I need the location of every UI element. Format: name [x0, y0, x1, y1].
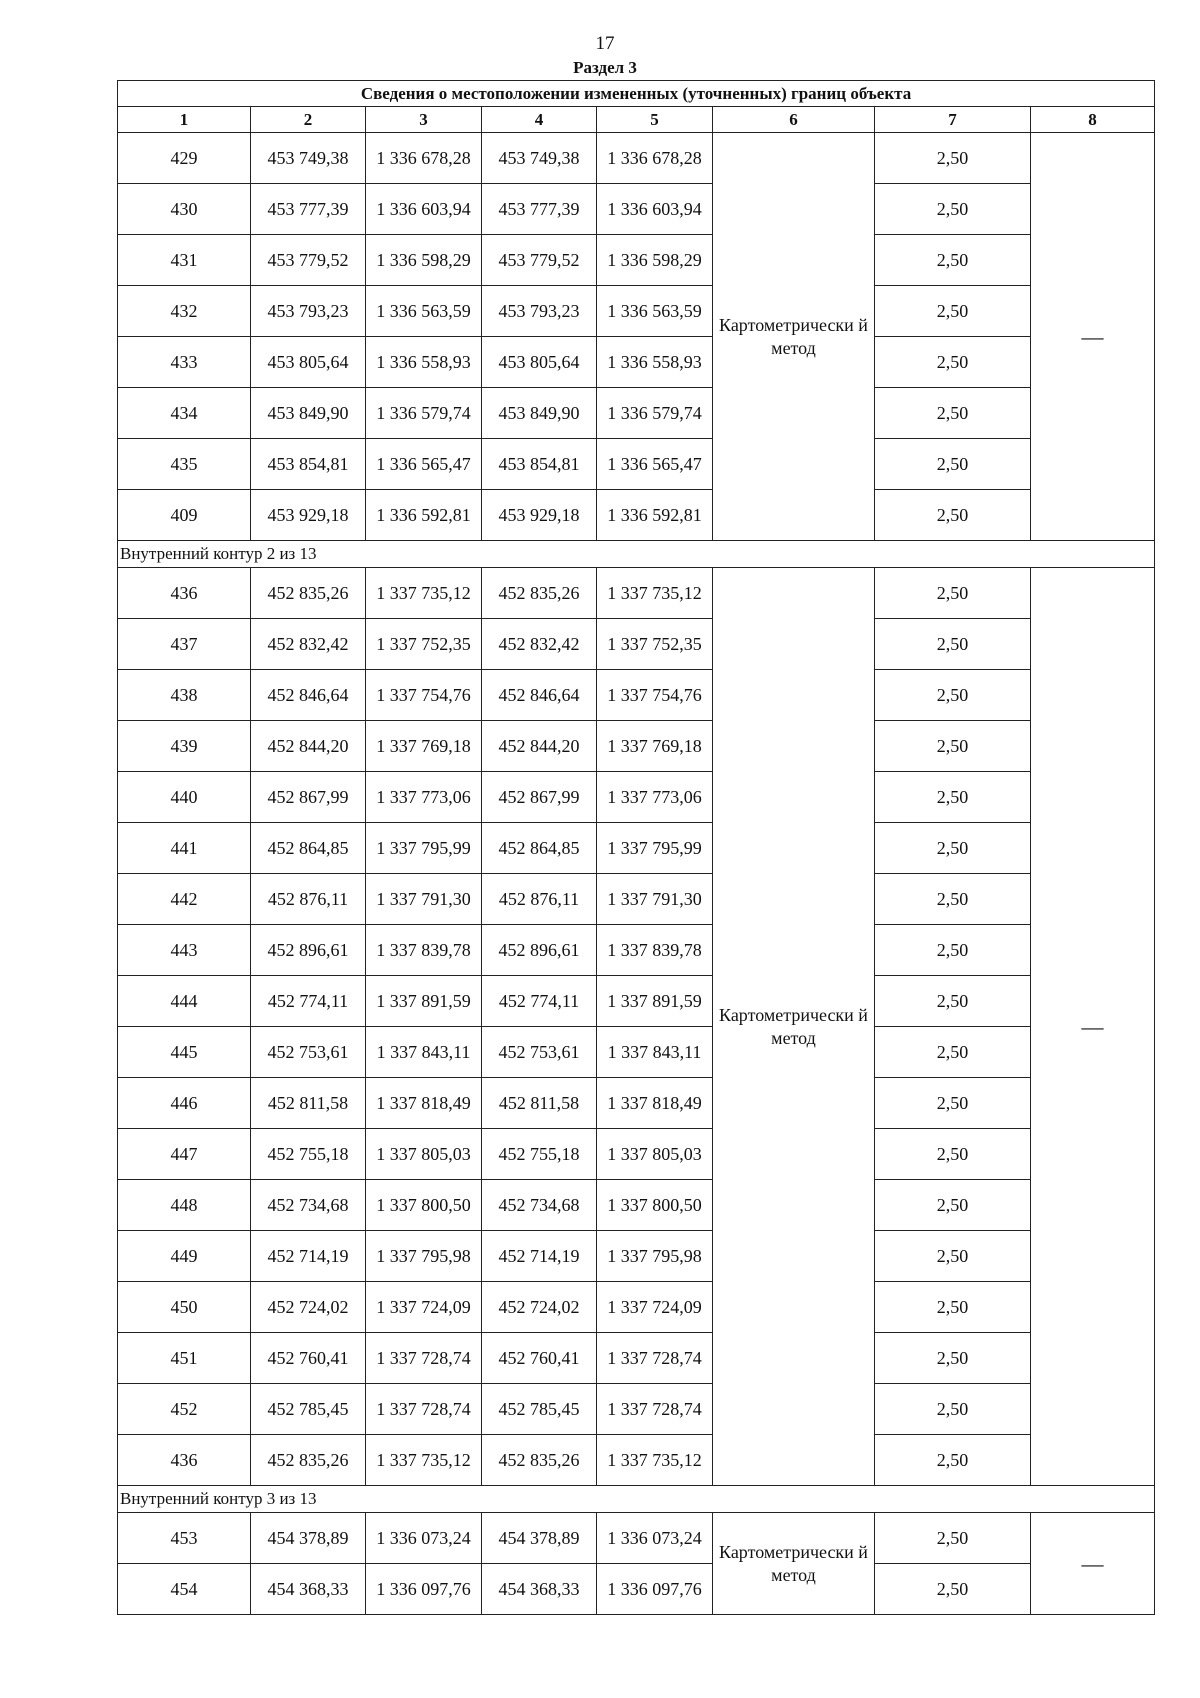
accuracy-cell: 2,50	[875, 619, 1031, 670]
contour-label-row	[118, 541, 1155, 568]
table-cell: 1 336 558,93	[366, 337, 482, 388]
table-cell: 409	[118, 490, 251, 541]
table-row	[118, 388, 1155, 439]
accuracy-cell: 2,50	[875, 1129, 1031, 1180]
table-cell: 1 337 724,09	[597, 1282, 713, 1333]
table-cell: 454 378,89	[251, 1513, 366, 1564]
table-cell: 1 337 795,98	[597, 1231, 713, 1282]
table-cell: 447	[118, 1129, 251, 1180]
column-header: 5	[597, 107, 713, 133]
table-cell: 452 785,45	[251, 1384, 366, 1435]
table-cell: 1 336 678,28	[366, 133, 482, 184]
table-cell: 1 337 791,30	[366, 874, 482, 925]
table-cell: 453 749,38	[251, 133, 366, 184]
table-cell: 452 876,11	[251, 874, 366, 925]
table-cell: 452 846,64	[251, 670, 366, 721]
table-cell: 1 336 097,76	[366, 1564, 482, 1615]
table-cell: 453 929,18	[251, 490, 366, 541]
table-row	[118, 1282, 1155, 1333]
table-cell: 452 867,99	[251, 772, 366, 823]
table-cell: 452 760,41	[251, 1333, 366, 1384]
table-row	[118, 286, 1155, 337]
table-row	[118, 1129, 1155, 1180]
table-cell: 452 832,42	[482, 619, 597, 670]
contour-label: Внутренний контур 2 из 13	[118, 541, 1155, 568]
table-cell: 442	[118, 874, 251, 925]
table-cell: 453	[118, 1513, 251, 1564]
table-cell: 1 337 724,09	[366, 1282, 482, 1333]
dash-cell: —	[1031, 1513, 1155, 1615]
table-cell: 452 774,11	[482, 976, 597, 1027]
accuracy-cell: 2,50	[875, 337, 1031, 388]
table-cell: 1 337 769,18	[366, 721, 482, 772]
table-cell: 1 337 754,76	[366, 670, 482, 721]
table-row	[118, 439, 1155, 490]
table-cell: 445	[118, 1027, 251, 1078]
table-row	[118, 568, 1155, 619]
accuracy-cell: 2,50	[875, 1333, 1031, 1384]
table-cell: 444	[118, 976, 251, 1027]
table-row	[118, 1564, 1155, 1615]
table-cell: 1 337 805,03	[597, 1129, 713, 1180]
method-cell: Картометрически й метод	[713, 568, 875, 1486]
table-cell: 452 896,61	[251, 925, 366, 976]
contour-label-row	[118, 1486, 1155, 1513]
table-cell: 1 336 073,24	[597, 1513, 713, 1564]
table-row	[118, 490, 1155, 541]
table-row	[118, 1513, 1155, 1564]
table-cell: 451	[118, 1333, 251, 1384]
accuracy-cell: 2,50	[875, 925, 1031, 976]
accuracy-cell: 2,50	[875, 772, 1031, 823]
contour-label: Внутренний контур 3 из 13	[118, 1486, 1155, 1513]
table-cell: 1 336 097,76	[597, 1564, 713, 1615]
table-cell: 452 714,19	[482, 1231, 597, 1282]
table-cell: 431	[118, 235, 251, 286]
table-cell: 452	[118, 1384, 251, 1435]
method-cell: Картометрически й метод	[713, 133, 875, 541]
table-cell: 1 336 563,59	[366, 286, 482, 337]
table-cell: 438	[118, 670, 251, 721]
table-cell: 452 867,99	[482, 772, 597, 823]
table-cell: 1 337 800,50	[366, 1180, 482, 1231]
column-header: 4	[482, 107, 597, 133]
table-cell: 1 337 839,78	[366, 925, 482, 976]
dash-cell: —	[1031, 568, 1155, 1486]
accuracy-cell: 2,50	[875, 1180, 1031, 1231]
table-cell: 1 337 773,06	[366, 772, 482, 823]
accuracy-cell: 2,50	[875, 1078, 1031, 1129]
accuracy-cell: 2,50	[875, 1435, 1031, 1486]
table-cell: 429	[118, 133, 251, 184]
table-cell: 453 805,64	[482, 337, 597, 388]
table-cell: 448	[118, 1180, 251, 1231]
accuracy-cell: 2,50	[875, 490, 1031, 541]
table-cell: 439	[118, 721, 251, 772]
table-row	[118, 1435, 1155, 1486]
table-cell: 1 337 795,99	[366, 823, 482, 874]
table-cell: 452 844,20	[251, 721, 366, 772]
accuracy-cell: 2,50	[875, 184, 1031, 235]
table-cell: 433	[118, 337, 251, 388]
table-cell: 452 832,42	[251, 619, 366, 670]
table-cell: 452 876,11	[482, 874, 597, 925]
table-cell: 1 336 579,74	[366, 388, 482, 439]
table-cell: 1 336 678,28	[597, 133, 713, 184]
table-row	[118, 1384, 1155, 1435]
table-cell: 1 337 752,35	[366, 619, 482, 670]
table-cell: 1 337 735,12	[366, 1435, 482, 1486]
table-cell: 452 734,68	[482, 1180, 597, 1231]
table-cell: 449	[118, 1231, 251, 1282]
section-title: Раздел 3	[573, 58, 637, 77]
table-cell: 453 854,81	[482, 439, 597, 490]
accuracy-cell: 2,50	[875, 235, 1031, 286]
table-cell: 435	[118, 439, 251, 490]
table-cell: 1 337 754,76	[597, 670, 713, 721]
table-cell: 452 846,64	[482, 670, 597, 721]
table-cell: 1 337 805,03	[366, 1129, 482, 1180]
table-row	[118, 976, 1155, 1027]
table-cell: 453 849,90	[251, 388, 366, 439]
table-row	[118, 235, 1155, 286]
accuracy-cell: 2,50	[875, 721, 1031, 772]
table-cell: 452 760,41	[482, 1333, 597, 1384]
table-cell: 450	[118, 1282, 251, 1333]
table-cell: 453 849,90	[482, 388, 597, 439]
table-cell: 1 337 769,18	[597, 721, 713, 772]
column-header: 8	[1031, 107, 1155, 133]
table-cell: 1 337 735,12	[597, 568, 713, 619]
table-cell: 1 336 073,24	[366, 1513, 482, 1564]
accuracy-cell: 2,50	[875, 1513, 1031, 1564]
table-cell: 1 336 598,29	[597, 235, 713, 286]
accuracy-cell: 2,50	[875, 439, 1031, 490]
table-cell: 1 337 843,11	[597, 1027, 713, 1078]
table-cell: 1 337 791,30	[597, 874, 713, 925]
table-cell: 1 336 603,94	[366, 184, 482, 235]
table-cell: 453 929,18	[482, 490, 597, 541]
accuracy-cell: 2,50	[875, 286, 1031, 337]
accuracy-cell: 2,50	[875, 976, 1031, 1027]
table-cell: 1 336 598,29	[366, 235, 482, 286]
table-row	[118, 874, 1155, 925]
table-cell: 1 337 728,74	[366, 1333, 482, 1384]
table-row	[118, 1333, 1155, 1384]
table-row	[118, 133, 1155, 184]
accuracy-cell: 2,50	[875, 1282, 1031, 1333]
column-header: 6	[713, 107, 875, 133]
table-cell: 453 779,52	[482, 235, 597, 286]
table-cell: 454 368,33	[251, 1564, 366, 1615]
accuracy-cell: 2,50	[875, 1564, 1031, 1615]
table-cell: 452 835,26	[251, 1435, 366, 1486]
table-row	[118, 721, 1155, 772]
table-cell: 452 714,19	[251, 1231, 366, 1282]
table-row	[118, 823, 1155, 874]
table-cell: 452 724,02	[251, 1282, 366, 1333]
table-cell: 434	[118, 388, 251, 439]
table-cell: 1 337 800,50	[597, 1180, 713, 1231]
table-cell: 452 835,26	[482, 1435, 597, 1486]
table-cell: 1 336 592,81	[597, 490, 713, 541]
accuracy-cell: 2,50	[875, 568, 1031, 619]
table-cell: 437	[118, 619, 251, 670]
table-cell: 446	[118, 1078, 251, 1129]
table-cell: 1 337 728,74	[597, 1333, 713, 1384]
table-cell: 453 777,39	[482, 184, 597, 235]
table-cell: 452 753,61	[482, 1027, 597, 1078]
table-cell: 452 753,61	[251, 1027, 366, 1078]
table-cell: 430	[118, 184, 251, 235]
table-row	[118, 772, 1155, 823]
table-cell: 443	[118, 925, 251, 976]
table-cell: 453 793,23	[251, 286, 366, 337]
table-cell: 452 774,11	[251, 976, 366, 1027]
table-row	[118, 337, 1155, 388]
table-cell: 452 835,26	[251, 568, 366, 619]
table-cell: 1 337 728,74	[597, 1384, 713, 1435]
table-row	[118, 925, 1155, 976]
table-cell: 453 749,38	[482, 133, 597, 184]
table-cell: 1 337 795,99	[597, 823, 713, 874]
table-cell: 454	[118, 1564, 251, 1615]
accuracy-cell: 2,50	[875, 823, 1031, 874]
table-row	[118, 1180, 1155, 1231]
table-cell: 1 337 735,12	[597, 1435, 713, 1486]
table-cell: 1 337 891,59	[597, 976, 713, 1027]
table-cell: 441	[118, 823, 251, 874]
table-cell: 452 734,68	[251, 1180, 366, 1231]
table-row	[118, 1027, 1155, 1078]
table-cell: 452 811,58	[251, 1078, 366, 1129]
table-row	[118, 1231, 1155, 1282]
table-cell: 436	[118, 1435, 251, 1486]
accuracy-cell: 2,50	[875, 1384, 1031, 1435]
table-cell: 453 805,64	[251, 337, 366, 388]
column-header: 2	[251, 107, 366, 133]
table-cell: 440	[118, 772, 251, 823]
table-cell: 1 336 579,74	[597, 388, 713, 439]
table-cell: 1 337 843,11	[366, 1027, 482, 1078]
table-cell: 1 337 795,98	[366, 1231, 482, 1282]
accuracy-cell: 2,50	[875, 133, 1031, 184]
accuracy-cell: 2,50	[875, 1231, 1031, 1282]
table-cell: 1 337 773,06	[597, 772, 713, 823]
accuracy-cell: 2,50	[875, 388, 1031, 439]
table-cell: 452 724,02	[482, 1282, 597, 1333]
table-cell: 452 811,58	[482, 1078, 597, 1129]
table-cell: 452 864,85	[482, 823, 597, 874]
table-cell: 1 336 565,47	[366, 439, 482, 490]
table-cell: 1 337 839,78	[597, 925, 713, 976]
table-cell: 432	[118, 286, 251, 337]
column-header: 7	[875, 107, 1031, 133]
table-row	[118, 670, 1155, 721]
table-cell: 452 896,61	[482, 925, 597, 976]
table-cell: 1 337 818,49	[597, 1078, 713, 1129]
coordinates-table	[117, 80, 1155, 1615]
table-cell: 1 337 752,35	[597, 619, 713, 670]
table-cell: 452 755,18	[482, 1129, 597, 1180]
dash-cell: —	[1031, 133, 1155, 541]
column-header: 3	[366, 107, 482, 133]
page-number: 17	[595, 33, 615, 54]
table-cell: 1 336 565,47	[597, 439, 713, 490]
table-row	[118, 619, 1155, 670]
table-cell: 1 336 558,93	[597, 337, 713, 388]
table-cell: 1 337 728,74	[366, 1384, 482, 1435]
table-row	[118, 1078, 1155, 1129]
table-cell: 452 785,45	[482, 1384, 597, 1435]
table-cell: 452 835,26	[482, 568, 597, 619]
table-cell: 1 337 735,12	[366, 568, 482, 619]
table-cell: 454 378,89	[482, 1513, 597, 1564]
table-cell: 1 337 891,59	[366, 976, 482, 1027]
table-cell: 1 336 592,81	[366, 490, 482, 541]
table-cell: 1 336 563,59	[597, 286, 713, 337]
table-cell: 1 336 603,94	[597, 184, 713, 235]
table-cell: 453 777,39	[251, 184, 366, 235]
table-cell: 436	[118, 568, 251, 619]
table-cell: 454 368,33	[482, 1564, 597, 1615]
table-cell: 452 864,85	[251, 823, 366, 874]
table-title: Сведения о местоположении измененных (уточненных) границ объекта	[118, 81, 1155, 107]
table-cell: 453 793,23	[482, 286, 597, 337]
table-body	[118, 133, 1155, 1615]
column-header: 1	[118, 107, 251, 133]
accuracy-cell: 2,50	[875, 670, 1031, 721]
table-row	[118, 184, 1155, 235]
table-cell: 452 755,18	[251, 1129, 366, 1180]
accuracy-cell: 2,50	[875, 874, 1031, 925]
table-cell: 452 844,20	[482, 721, 597, 772]
method-cell: Картометрически й метод	[713, 1513, 875, 1615]
table-cell: 453 854,81	[251, 439, 366, 490]
table-cell: 453 779,52	[251, 235, 366, 286]
accuracy-cell: 2,50	[875, 1027, 1031, 1078]
table-cell: 1 337 818,49	[366, 1078, 482, 1129]
